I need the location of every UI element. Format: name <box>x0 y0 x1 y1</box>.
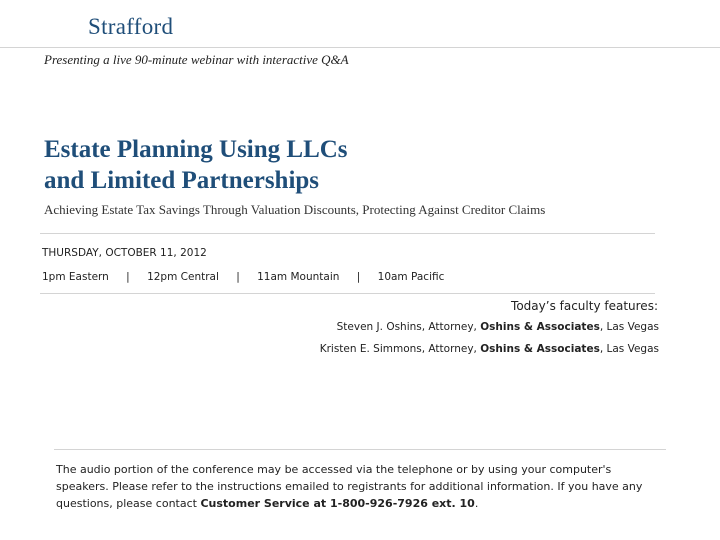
event-date: THURSDAY, OCTOBER 11, 2012 <box>42 247 207 259</box>
time-mountain: 11am Mountain <box>257 271 340 283</box>
faculty-member <box>320 343 659 355</box>
title-line-2: and Limited Partnerships <box>44 167 320 194</box>
time-separator: | <box>356 271 361 283</box>
time-separator: | <box>236 271 240 283</box>
faculty-member <box>337 321 659 333</box>
footer-end: . <box>474 497 479 510</box>
audio-instructions-text: The audio portion of the conference may be accessed via the telephone or by using your computer's speakers. Please refer to the instructions emailed to registrants for additional information. If you have any questions, please contact <box>56 463 643 510</box>
faculty-city: , Las Vegas <box>599 321 659 333</box>
faculty-name: Steven J. Oshins, Attorney, <box>336 321 477 333</box>
time-central: 12pm Central <box>147 271 219 283</box>
title-line-1: Estate Planning Using LLCs <box>44 136 348 163</box>
page-title <box>44 134 348 196</box>
webinar-tagline: Presenting a live 90-minute webinar with interactive Q&A <box>44 52 349 67</box>
faculty-firm: Oshins & Associates <box>480 343 600 355</box>
faculty-heading: Today’s faculty features: <box>511 299 658 313</box>
time-pacific: 10am Pacific <box>377 271 445 283</box>
time-eastern: 1pm Eastern <box>42 271 109 283</box>
audio-instructions <box>56 461 656 512</box>
faculty-city: , Las Vegas <box>599 343 659 355</box>
divider-middle <box>40 293 655 294</box>
divider-lower <box>54 449 666 450</box>
event-times <box>42 271 444 283</box>
header-divider <box>0 47 720 48</box>
faculty-firm: Oshins & Associates <box>480 321 600 333</box>
strafford-logo: Strafford <box>88 14 174 39</box>
faculty-name: Kristen E. Simmons, Attorney, <box>319 343 477 355</box>
page-subtitle: Achieving Estate Tax Savings Through Valuation Discounts, Protecting Against Creditor Claims <box>44 202 546 217</box>
time-separator: | <box>126 271 130 283</box>
customer-service-contact: Customer Service at 1-800-926-7926 ext. 10 <box>200 497 475 510</box>
divider-upper <box>40 233 655 234</box>
